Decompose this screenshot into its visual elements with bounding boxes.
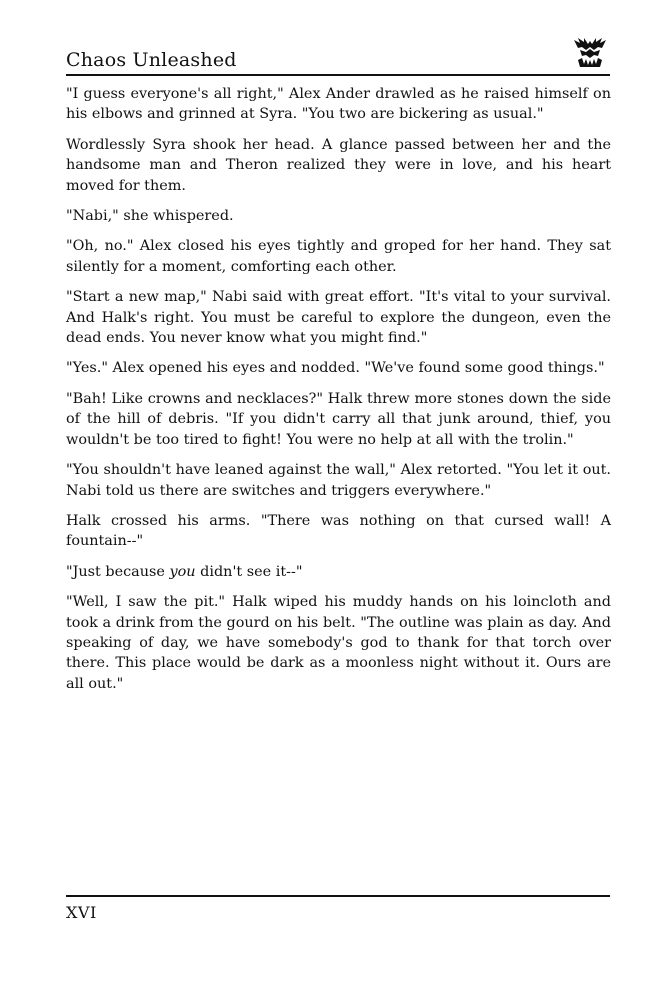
paragraph: "Well, I saw the pit." Halk wiped his muddy hands on his loincloth and took a drink from the gourd on his belt. "The outline was plain as day. And speaking of day, we have somebody's god to thank for that torch over there. This place would be dark as a moonless night without it. Ours are all out." (66, 594, 611, 692)
page-header (66, 32, 610, 76)
paragraph: "Oh, no." Alex closed his eyes tightly and groped for her hand. They sat silently for a moment, comforting each other. (66, 238, 611, 275)
winged-emblem-icon (572, 34, 608, 70)
paragraph-text: "Just because (66, 563, 170, 580)
header-rule (66, 74, 610, 76)
paragraph: "Bah! Like crowns and necklaces?" Halk threw more stones down the side of the hill of debris. "If you didn't carry all that junk around, thief, you wouldn't be too tired to fight! You were no help at all with the trolin." (66, 390, 611, 448)
paragraph: "You shouldn't have leaned against the wall," Alex retorted. "You let it out. Nabi told us there are switches and triggers everywhere." (66, 462, 611, 499)
paragraph: "I guess everyone's all right," Alex Ander drawled as he raised himself on his elbows and grinned at Syra. "You two are bickering as usual." (66, 86, 611, 123)
paragraph: "Yes." Alex opened his eyes and nodded. "We've found some good things." (66, 360, 605, 377)
paragraph (66, 562, 611, 582)
paragraph: Wordlessly Syra shook her head. A glance passed between her and the handsome man and Theron realized they were in love, and his heart moved for them. (66, 136, 611, 194)
paragraph: Halk crossed his arms. "There was nothing on that cursed wall! A fountain--" (66, 512, 611, 550)
paragraph-text: didn't see it--" (195, 563, 303, 580)
paragraph: "Nabi," she whispered. (66, 208, 234, 225)
paragraph: "Start a new map," Nabi said with great effort. "It's vital to your survival. And Halk's right. You must be careful to explore the dungeon, even the dead ends. You never know what you might find." (66, 289, 611, 347)
page-number: XVI (66, 903, 97, 922)
page-body (66, 84, 611, 704)
emphasized-word: you (169, 563, 196, 580)
running-title: Chaos Unleashed (66, 49, 237, 71)
footer-rule (66, 895, 610, 897)
page-footer (66, 895, 610, 922)
